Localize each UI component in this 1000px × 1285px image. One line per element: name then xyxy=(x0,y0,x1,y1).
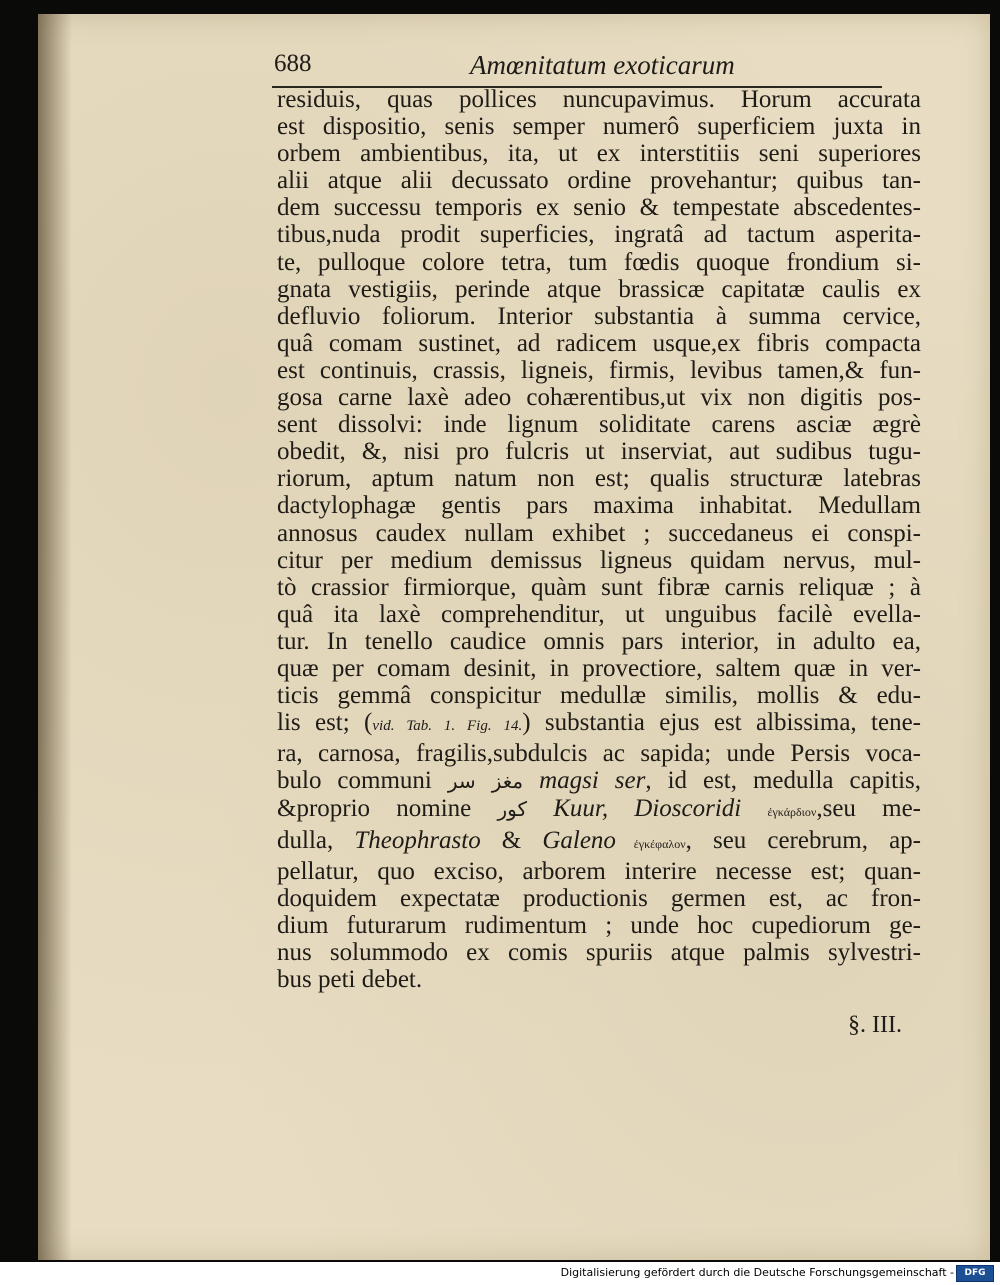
greek-term: ἐγκάρδιον xyxy=(767,805,817,820)
text-fragment: dulla, xyxy=(277,826,355,854)
text-fragment: bulo communi xyxy=(277,767,448,795)
text-line: nus solummodo ex comis spuriis atque palmis sylvestri- xyxy=(277,938,921,966)
text-line: dium futurarum rudimentum ; unde hoc cupediorum ge- xyxy=(277,911,921,939)
text-line: pellatur, quo exciso, arborem interire necesse est; quan- xyxy=(277,857,921,885)
persian-term: مغز سر xyxy=(447,769,524,794)
persian-term: كور xyxy=(497,797,527,822)
text-line: annosus caudex nullam exhibet ; succedaneus ei conspi- xyxy=(277,519,921,547)
section-mark: §. III. xyxy=(848,1012,902,1038)
text-line: alii atque alii decussato ordine provehantur; quibus tan- xyxy=(277,167,921,195)
text-fragment: ,seu me- xyxy=(816,795,921,823)
author-name: Galeno xyxy=(542,826,616,854)
text-line: gosa carne laxè adeo cohærentibus,ut vix non digitis pos- xyxy=(277,384,921,412)
text-line: ticis gemmâ conspicitur medullæ similis, mollis & edu- xyxy=(277,682,921,710)
text-line: tur. In tenello caudice omnis pars interior, in adulto ea, xyxy=(277,627,921,655)
author-name: Theophrasto xyxy=(354,826,481,854)
text-line: est dispositio, senis semper numerô superficiem juxta in xyxy=(277,113,921,141)
text-line: defluvio foliorum. Interior substantia à summa cervice, xyxy=(277,302,921,330)
text-line xyxy=(277,795,921,826)
text-line: te, pulloque colore tetra, tum fœdis quoque frondium si- xyxy=(277,248,921,276)
text-line: gnata vestigiis, perinde atque brassicæ capitatæ caulis ex xyxy=(277,275,921,303)
text-line: bus peti debet. xyxy=(277,966,423,993)
text-line: quâ ita laxè comprehenditur, ut unguibus facilè evella- xyxy=(277,600,921,628)
text-line: orbem ambientibus, ita, ut ex interstitiis seni superiores xyxy=(277,140,921,168)
funding-credit: Digitalisierung gefördert durch die Deutsche Forschungsgemeinschaft - xyxy=(560,1266,954,1279)
running-head xyxy=(272,50,882,88)
text-fragment: ) substantia ejus est albissima, tene- xyxy=(522,709,921,737)
text-line xyxy=(277,767,921,795)
text-fragment: , seu cerebrum, ap- xyxy=(685,826,921,854)
text-line: tò crassior firmiorque, quàm sunt fibræ carnis reliquæ ; à xyxy=(277,573,921,601)
text-fragment: &proprio nomine xyxy=(277,795,498,823)
body-text xyxy=(277,86,921,993)
text-line: sent dissolvi: inde lignum soliditate carens asciæ ægrè xyxy=(277,411,921,439)
text-line: residuis, quas pollices nuncupavimus. Horum accurata xyxy=(277,86,921,113)
text-fragment: lis est; ( xyxy=(277,709,373,737)
footer xyxy=(0,1262,1000,1285)
text-fragment: & xyxy=(480,826,543,854)
dfg-logo[interactable]: DFG xyxy=(956,1265,994,1282)
page-number: 688 xyxy=(274,50,312,77)
text-line: dem successu temporis ex senio & tempestate abscedentes- xyxy=(277,194,921,222)
text-line: quæ per comam desinit, in provectiore, saltem quæ in ver- xyxy=(277,654,921,682)
text-line xyxy=(277,827,921,858)
text-line xyxy=(277,709,921,740)
text-line: obedit, &, nisi pro fulcris ut inserviat, aut sudibus tugu- xyxy=(277,438,921,466)
text-line: doquidem expectatæ productionis germen est, ac fron- xyxy=(277,884,921,912)
transliteration: magsi ser xyxy=(523,767,646,795)
text-line: citur per medium demissus ligneus quidam nervus, mul- xyxy=(277,546,921,574)
text-line: ra, carnosa, fragilis,subdulcis ac sapida; unde Persis voca- xyxy=(277,740,921,768)
figure-reference: vid. Tab. 1. Fig. 14. xyxy=(372,718,523,735)
text-fragment: , id est, medulla capitis, xyxy=(645,767,921,795)
text-line: est continuis, crassis, ligneis, firmis, levibus tamen,& fun- xyxy=(277,356,921,384)
greek-term: ἐγκέφαλον xyxy=(615,836,686,851)
text-line: tibus,nuda prodit superficies, ingratâ ad tactum asperita- xyxy=(277,221,921,249)
text-line: dactylophagæ gentis pars maxima inhabitat. Medullam xyxy=(277,492,921,520)
text-line: quâ comam sustinet, ad radicem usque,ex fibris compacta xyxy=(277,329,921,357)
text-line: riorum, aptum natum non est; qualis structuræ latebras xyxy=(277,465,921,493)
italic-term: Kuur, Dioscoridi xyxy=(526,795,768,823)
running-title: Amœnitatum exoticarum xyxy=(470,50,735,80)
gutter-shadow xyxy=(38,14,72,1260)
